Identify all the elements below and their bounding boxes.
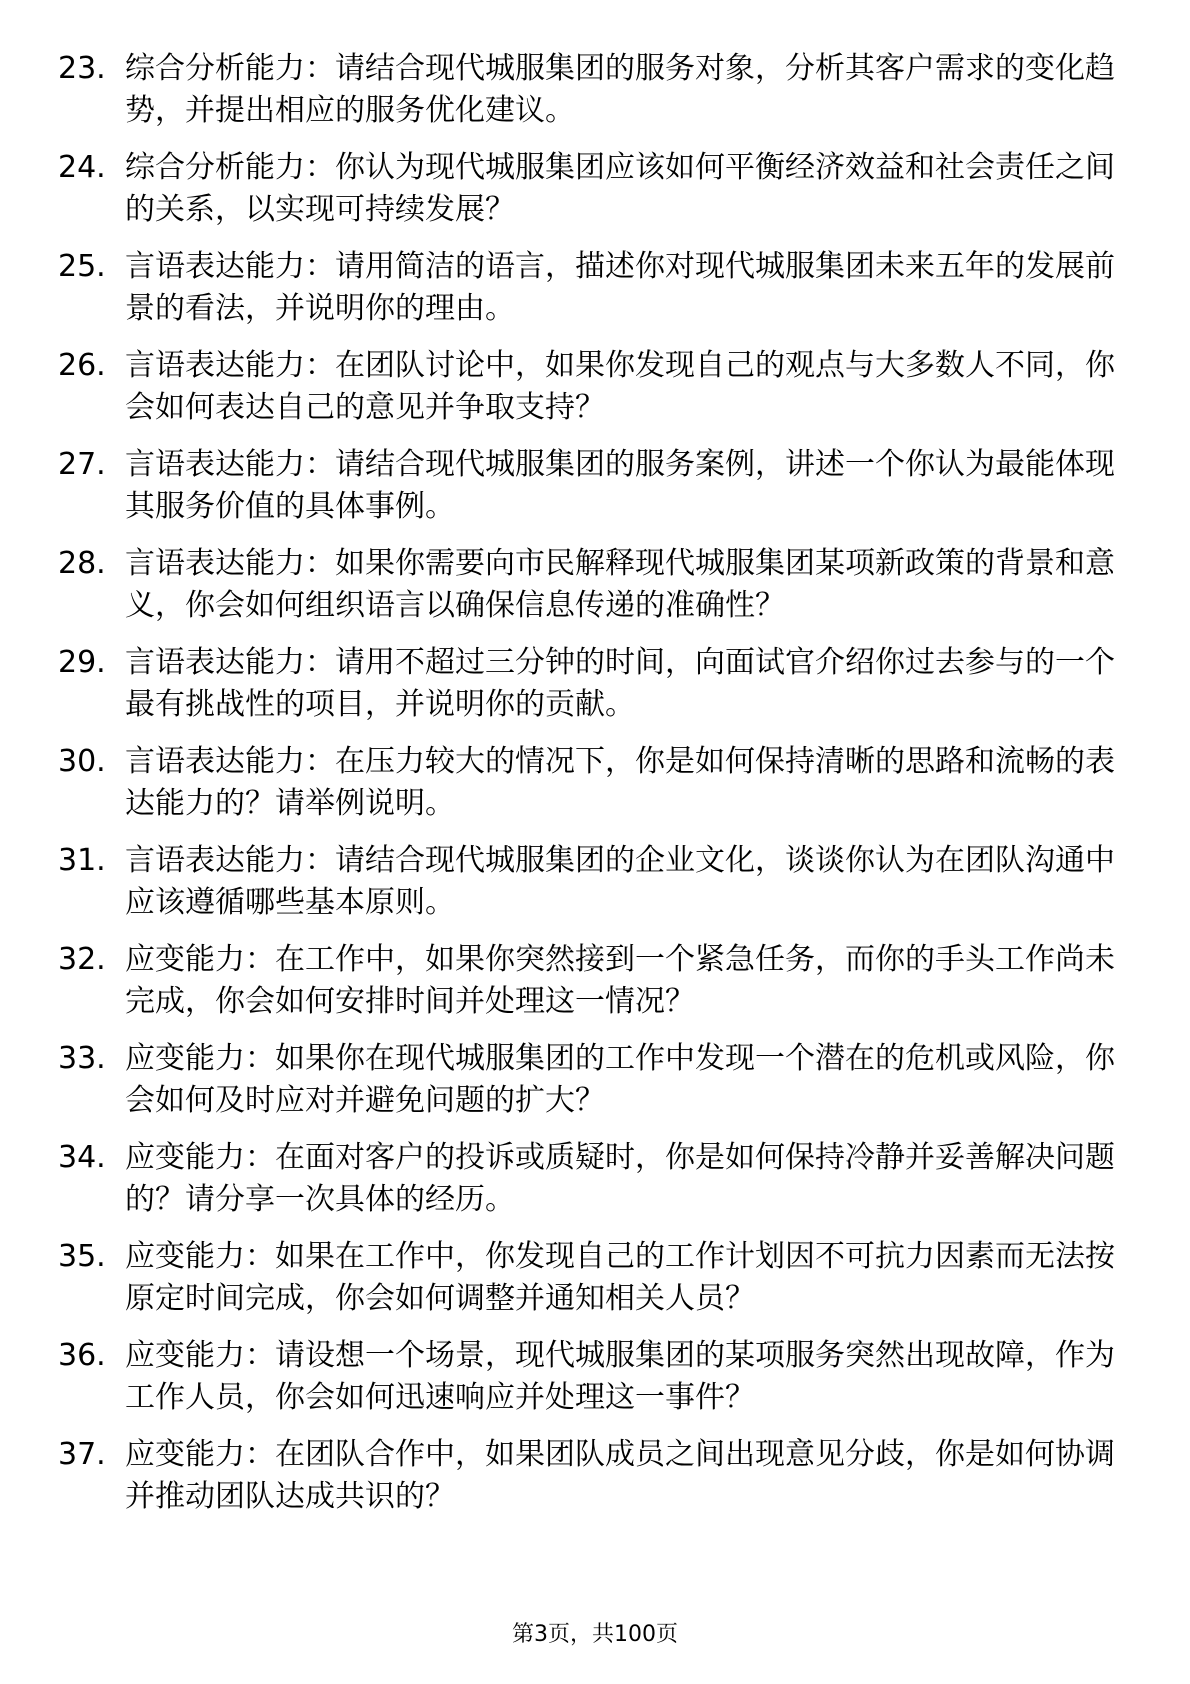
question-item-25 (58, 246, 1118, 330)
question-text: 应变能力：在团队合作中，如果团队成员之间出现意见分歧，你是如何协调并推动团队达成共识的？ (125, 1437, 1115, 1514)
question-number: 30. (58, 744, 106, 779)
question-number: 27. (58, 447, 106, 482)
question-text: 应变能力：如果在工作中，你发现自己的工作计划因不可抗力因素而无法按原定时间完成，你会如何调整并通知相关人员？ (125, 1239, 1115, 1316)
question-number: 31. (58, 843, 106, 878)
question-number: 34. (58, 1140, 106, 1175)
question-text: 言语表达能力：如果你需要向市民解释现代城服集团某项新政策的背景和意义，你会如何组织语言以确保信息传递的准确性？ (125, 546, 1115, 623)
question-item-31 (58, 840, 1118, 924)
question-number: 37. (58, 1437, 106, 1472)
question-item-34 (58, 1137, 1118, 1221)
question-number: 23. (58, 51, 106, 86)
question-text: 言语表达能力：请结合现代城服集团的服务案例，讲述一个你认为最能体现其服务价值的具体事例。 (125, 447, 1115, 524)
question-item-35 (58, 1236, 1118, 1320)
question-number: 28. (58, 546, 106, 581)
question-text: 言语表达能力：请用不超过三分钟的时间，向面试官介绍你过去参与的一个最有挑战性的项目，并说明你的贡献。 (125, 645, 1115, 722)
question-list (58, 48, 1118, 1533)
question-number: 29. (58, 645, 106, 680)
question-item-29 (58, 642, 1118, 726)
question-number: 25. (58, 249, 106, 284)
question-text: 综合分析能力：你认为现代城服集团应该如何平衡经济效益和社会责任之间的关系，以实现可持续发展？ (125, 150, 1115, 227)
question-text: 应变能力：在工作中，如果你突然接到一个紧急任务，而你的手头工作尚未完成，你会如何安排时间并处理这一情况？ (125, 942, 1115, 1019)
question-text: 言语表达能力：请用简洁的语言，描述你对现代城服集团未来五年的发展前景的看法，并说明你的理由。 (125, 249, 1115, 326)
question-item-24 (58, 147, 1118, 231)
question-text: 言语表达能力：请结合现代城服集团的企业文化，谈谈你认为在团队沟通中应该遵循哪些基本原则。 (125, 843, 1115, 920)
question-text: 言语表达能力：在压力较大的情况下，你是如何保持清晰的思路和流畅的表达能力的？请举例说明。 (125, 744, 1115, 821)
question-item-36 (58, 1335, 1118, 1419)
question-item-28 (58, 543, 1118, 627)
page-footer: 第3页，共100页 (512, 1622, 678, 1647)
question-number: 36. (58, 1338, 106, 1373)
question-item-23 (58, 48, 1118, 132)
question-text: 言语表达能力：在团队讨论中，如果你发现自己的观点与大多数人不同，你会如何表达自己的意见并争取支持？ (125, 348, 1115, 425)
question-item-32 (58, 939, 1118, 1023)
question-number: 32. (58, 942, 106, 977)
question-item-37 (58, 1434, 1118, 1518)
question-number: 24. (58, 150, 106, 185)
question-text: 应变能力：在面对客户的投诉或质疑时，你是如何保持冷静并妥善解决问题的？请分享一次具体的经历。 (125, 1140, 1115, 1217)
question-number: 35. (58, 1239, 106, 1274)
question-text: 应变能力：请设想一个场景，现代城服集团的某项服务突然出现故障，作为工作人员，你会如何迅速响应并处理这一事件？ (125, 1338, 1115, 1415)
question-text: 应变能力：如果你在现代城服集团的工作中发现一个潜在的危机或风险，你会如何及时应对并避免问题的扩大？ (125, 1041, 1115, 1118)
question-item-26 (58, 345, 1118, 429)
question-item-33 (58, 1038, 1118, 1122)
question-item-30 (58, 741, 1118, 825)
question-number: 26. (58, 348, 106, 383)
question-number: 33. (58, 1041, 106, 1076)
question-text: 综合分析能力：请结合现代城服集团的服务对象，分析其客户需求的变化趋势，并提出相应的服务优化建议。 (125, 51, 1115, 128)
question-item-27 (58, 444, 1118, 528)
